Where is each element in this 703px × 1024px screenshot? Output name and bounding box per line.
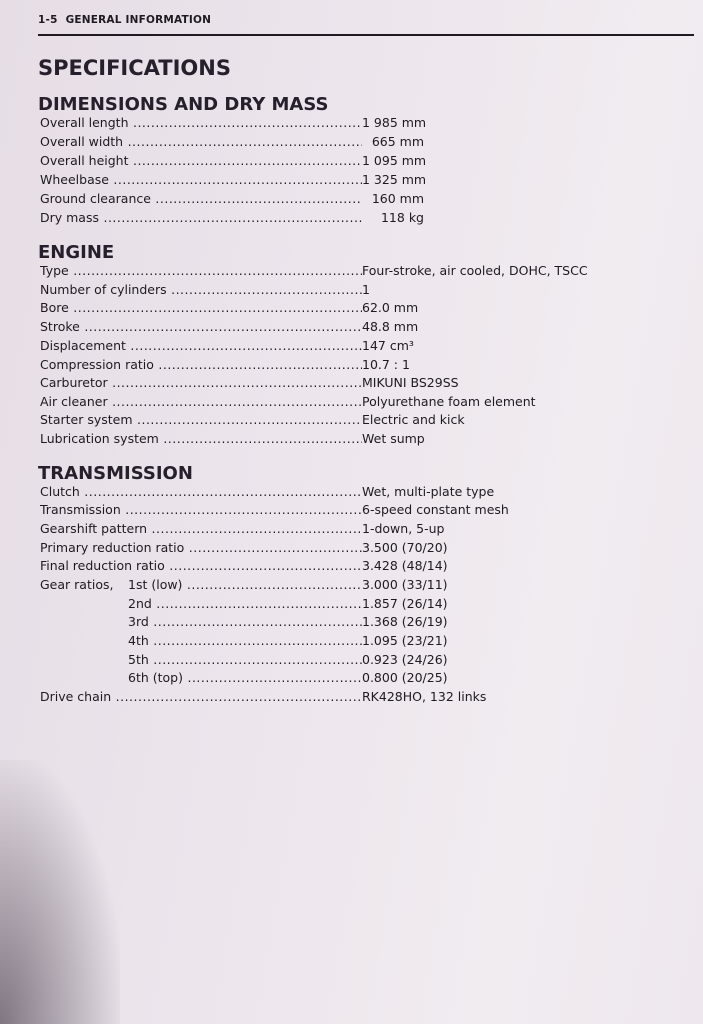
spec-row <box>40 373 600 392</box>
spec-label: Number of cylinders ..... <box>40 280 362 299</box>
spec-value: 1 095 mm <box>362 153 427 168</box>
spec-row <box>40 113 600 132</box>
gear-label: 4th ..... <box>128 631 362 650</box>
spec-label: Air cleaner ..... <box>40 392 362 411</box>
spec-row <box>40 687 600 706</box>
spec-value: Wet sump <box>362 431 425 446</box>
gear-value: 1.368 (26/19) <box>362 614 448 629</box>
spec-value: 3.500 (70/20) <box>362 540 448 555</box>
spec-value: 6-speed constant mesh <box>362 502 509 517</box>
spec-value: 147 cm³ <box>362 338 414 353</box>
spec-row <box>40 392 600 411</box>
spec-value: 1 325 mm <box>362 172 427 187</box>
gear-ratio-row <box>40 594 600 613</box>
spec-row <box>40 189 600 208</box>
spec-value: 1 <box>362 282 370 297</box>
spec-label: Drive chain ..... <box>40 687 362 706</box>
scan-shadow <box>0 760 120 1024</box>
page-number: 1-5 <box>38 14 58 26</box>
spec-row <box>40 519 600 538</box>
spec-label: Displacement ..... <box>40 336 362 355</box>
spec-row <box>40 132 600 151</box>
gear-value: 3.000 (33/11) <box>362 577 448 592</box>
spec-row <box>40 298 600 317</box>
spec-label: Overall height ..... <box>40 151 362 170</box>
gear-ratio-row <box>40 612 600 631</box>
spec-value: 62.0 mm <box>362 300 419 315</box>
spec-value: Four-stroke, air cooled, DOHC, TSCC <box>362 263 588 278</box>
page-title: SPECIFICATIONS <box>38 56 231 80</box>
spec-row <box>40 336 600 355</box>
spec-label: Gearshift pattern ..... <box>40 519 362 538</box>
spec-label: Transmission ..... <box>40 500 362 519</box>
spec-label: Clutch ..... <box>40 482 362 501</box>
spec-label: Compression ratio ..... <box>40 355 362 374</box>
spec-value: 48.8 mm <box>362 319 419 334</box>
gear-label: 6th (top) ..... <box>128 668 362 687</box>
spec-value: RK428HO, 132 links <box>362 689 487 704</box>
spec-label: Wheelbase ..... <box>40 170 362 189</box>
spec-label: Stroke ..... <box>40 317 362 336</box>
spec-label: Carburetor ..... <box>40 373 362 392</box>
spec-label: Starter system ..... <box>40 410 362 429</box>
spec-value: 3.428 (48/14) <box>362 558 448 573</box>
spec-value: 1-down, 5-up <box>362 521 445 536</box>
spec-value: 118 kg <box>380 210 424 225</box>
gear-ratio-row <box>40 668 600 687</box>
gear-label: 5th ..... <box>128 650 362 669</box>
page-header <box>38 14 694 36</box>
spec-label: Dry mass ..... <box>40 208 362 227</box>
spec-label: Overall width ..... <box>40 132 362 151</box>
spec-row <box>40 151 600 170</box>
spec-label: Final reduction ratio ..... <box>40 556 362 575</box>
engine-heading: ENGINE <box>38 242 115 263</box>
spec-label: Ground clearance ..... <box>40 189 362 208</box>
gear-ratio-row <box>40 631 600 650</box>
spec-row <box>40 500 600 519</box>
gear-ratio-row <box>40 575 600 594</box>
section-title: GENERAL INFORMATION <box>65 14 212 26</box>
spec-row <box>40 556 600 575</box>
gear-label: 1st (low) ..... <box>128 575 362 594</box>
spec-value: Electric and kick <box>362 412 465 427</box>
spec-label: Lubrication system ..... <box>40 429 362 448</box>
spec-value: Polyurethane foam element <box>362 394 536 409</box>
spec-label: Type ..... <box>40 261 362 280</box>
gear-ratios-label: Gear ratios, <box>40 577 114 592</box>
gear-ratio-row <box>40 650 600 669</box>
gear-value: 0.800 (20/25) <box>362 670 448 685</box>
spec-label: Bore ..... <box>40 298 362 317</box>
spec-value: 10.7 : 1 <box>362 357 410 372</box>
spec-row <box>40 317 600 336</box>
gear-value: 1.857 (26/14) <box>362 596 448 611</box>
spec-row <box>40 170 600 189</box>
spec-value: 160 mm <box>371 191 424 206</box>
spec-value: MIKUNI BS29SS <box>362 375 459 390</box>
spec-value: Wet, multi-plate type <box>362 484 495 499</box>
spec-row <box>40 280 600 299</box>
spec-value: 1 985 mm <box>362 115 427 130</box>
gear-value: 0.923 (24/26) <box>362 652 448 667</box>
spec-row <box>40 482 600 501</box>
spec-row <box>40 410 600 429</box>
spec-label: Primary reduction ratio ..... <box>40 538 362 557</box>
spec-value: 665 mm <box>371 134 424 149</box>
spec-row <box>40 208 600 227</box>
spec-row <box>40 355 600 374</box>
transmission-heading: TRANSMISSION <box>38 463 193 484</box>
spec-label: Overall length ..... <box>40 113 362 132</box>
gear-label: 3rd ..... <box>128 612 362 631</box>
spec-row <box>40 429 600 448</box>
gear-value: 1.095 (23/21) <box>362 633 448 648</box>
spec-row <box>40 261 600 280</box>
gear-label: 2nd ..... <box>128 594 362 613</box>
dimensions-heading: DIMENSIONS AND DRY MASS <box>38 94 329 115</box>
spec-row <box>40 538 600 557</box>
